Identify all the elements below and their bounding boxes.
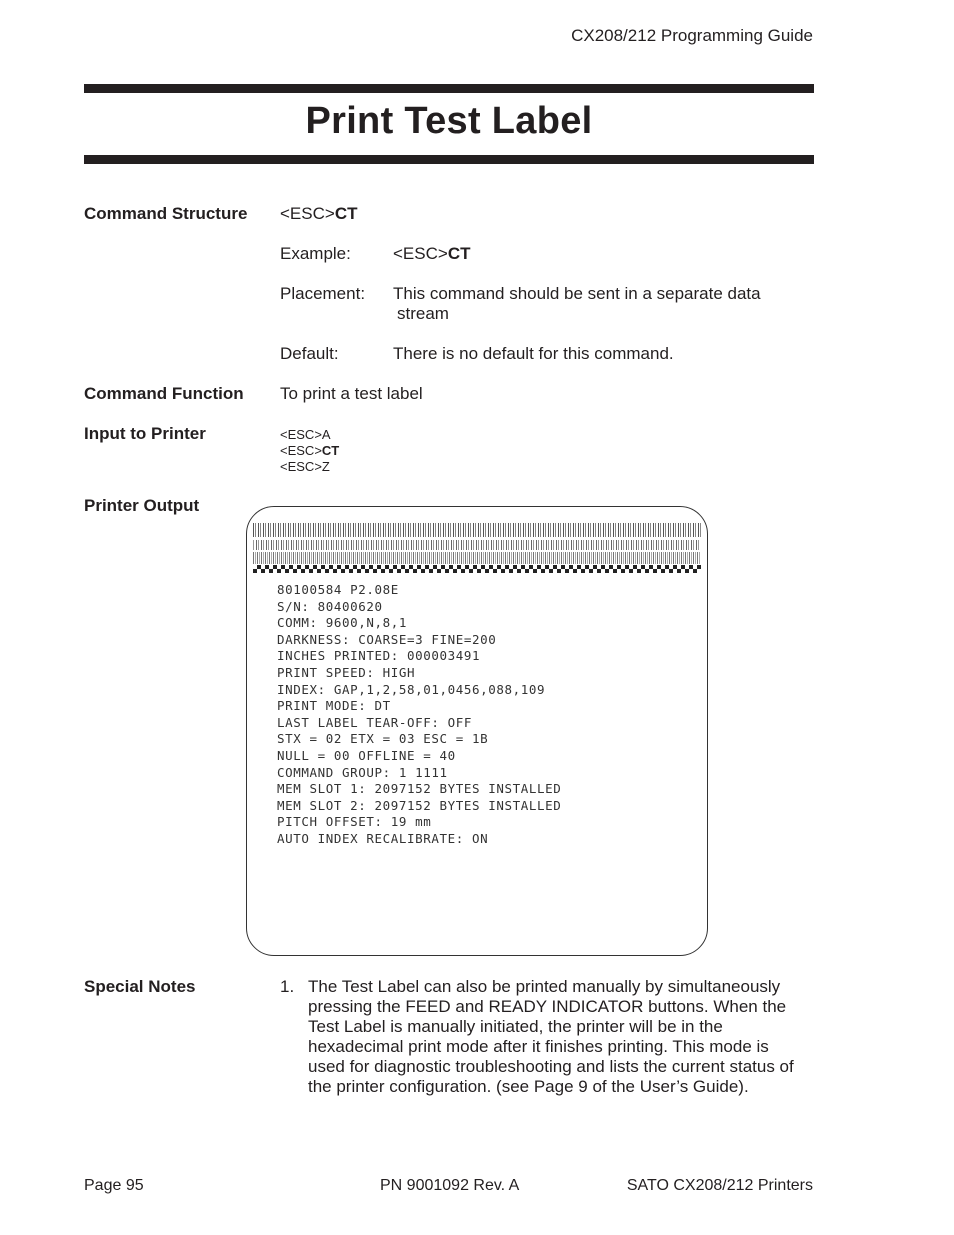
special-notes-line: hexadecimal print mode after it finishes printing. This mode is bbox=[308, 1037, 769, 1056]
command-structure-label: Command Structure bbox=[84, 204, 248, 223]
printout-pattern-band bbox=[253, 523, 701, 537]
input-line-2-prefix: <ESC> bbox=[280, 443, 322, 458]
page-title: Print Test Label bbox=[305, 100, 593, 142]
footer-page-number: Page 95 bbox=[84, 1177, 144, 1194]
printout-line: NULL = 00 OFFLINE = 40 bbox=[277, 747, 456, 763]
title-rule-top bbox=[84, 84, 814, 93]
input-line-1: <ESC>A bbox=[280, 427, 331, 442]
placement-line-1: This command should be sent in a separate data bbox=[393, 284, 761, 303]
printout-line: INDEX: GAP,1,2,58,01,0456,088,109 bbox=[277, 681, 546, 697]
special-notes-line: the printer configuration. (see Page 9 of the User’s Guide). bbox=[308, 1077, 749, 1096]
input-line-2-code: CT bbox=[321, 443, 340, 458]
printout-line: 80100584 P2.08E bbox=[277, 582, 399, 597]
printout-checker-band bbox=[253, 565, 701, 573]
printout-line: DARKNESS: COARSE=3 FINE=200 bbox=[277, 631, 497, 647]
test-label-printout bbox=[246, 506, 708, 956]
special-notes-text bbox=[308, 977, 808, 1097]
placement-line-2: stream bbox=[397, 304, 449, 323]
example-label: Example: bbox=[280, 244, 351, 263]
printout-line: PRINT MODE: DT bbox=[277, 698, 391, 714]
printout-lines bbox=[277, 582, 561, 848]
printout-line: MEM SLOT 1: 2097152 BYTES INSTALLED bbox=[277, 781, 562, 797]
header-guide-title: CX208/212 Programming Guide bbox=[571, 26, 813, 45]
input-line-3: <ESC>Z bbox=[280, 459, 330, 474]
footer-part-number: PN 9001092 Rev. A bbox=[380, 1177, 520, 1194]
command-structure-value bbox=[280, 204, 357, 224]
title-rule-bottom bbox=[84, 155, 814, 164]
printout-pattern-band bbox=[253, 540, 701, 550]
printout-line: MEM SLOT 2: 2097152 BYTES INSTALLED bbox=[277, 797, 562, 813]
special-notes-label: Special Notes bbox=[84, 977, 196, 996]
printout-pattern-band bbox=[253, 552, 701, 564]
command-prefix: <ESC> bbox=[280, 204, 335, 223]
special-notes-line: The Test Label can also be printed manually by simultaneously bbox=[308, 977, 781, 996]
input-to-printer-label: Input to Printer bbox=[84, 424, 206, 443]
printout-line: PITCH OFFSET: 19 mm bbox=[277, 814, 432, 830]
placement-label: Placement: bbox=[280, 284, 366, 303]
example-code: CT bbox=[447, 244, 471, 263]
printout-line: COMMAND GROUP: 1 1111 bbox=[277, 764, 448, 780]
special-notes-number: 1. bbox=[280, 977, 295, 996]
command-function-value: To print a test label bbox=[280, 384, 423, 403]
printout-line: LAST LABEL TEAR-OFF: OFF bbox=[277, 714, 473, 730]
special-notes-line: Test Label is manually initiated, the printer will be in the bbox=[308, 1017, 723, 1036]
printout-line: INCHES PRINTED: 000003491 bbox=[277, 648, 481, 664]
input-line-2 bbox=[280, 443, 339, 459]
example-prefix: <ESC> bbox=[393, 244, 448, 263]
footer-product: SATO CX208/212 Printers bbox=[626, 1177, 813, 1194]
command-function-label: Command Function bbox=[84, 384, 244, 403]
special-notes-line: pressing the FEED and READY INDICATOR buttons. When the bbox=[308, 997, 787, 1016]
printout-line: S/N: 80400620 bbox=[277, 598, 383, 614]
example-value bbox=[393, 244, 470, 264]
printout-line: AUTO INDEX RECALIBRATE: ON bbox=[277, 830, 489, 846]
printout-line: STX = 02 ETX = 03 ESC = 1B bbox=[277, 731, 489, 747]
default-label: Default: bbox=[280, 344, 339, 363]
printout-line: PRINT SPEED: HIGH bbox=[277, 664, 416, 680]
default-value: There is no default for this command. bbox=[393, 344, 674, 363]
printer-output-label: Printer Output bbox=[84, 496, 200, 515]
printout-line: COMM: 9600,N,8,1 bbox=[277, 615, 408, 631]
command-code: CT bbox=[334, 204, 358, 223]
special-notes-line: used for diagnostic troubleshooting and lists the current status of bbox=[308, 1057, 794, 1076]
